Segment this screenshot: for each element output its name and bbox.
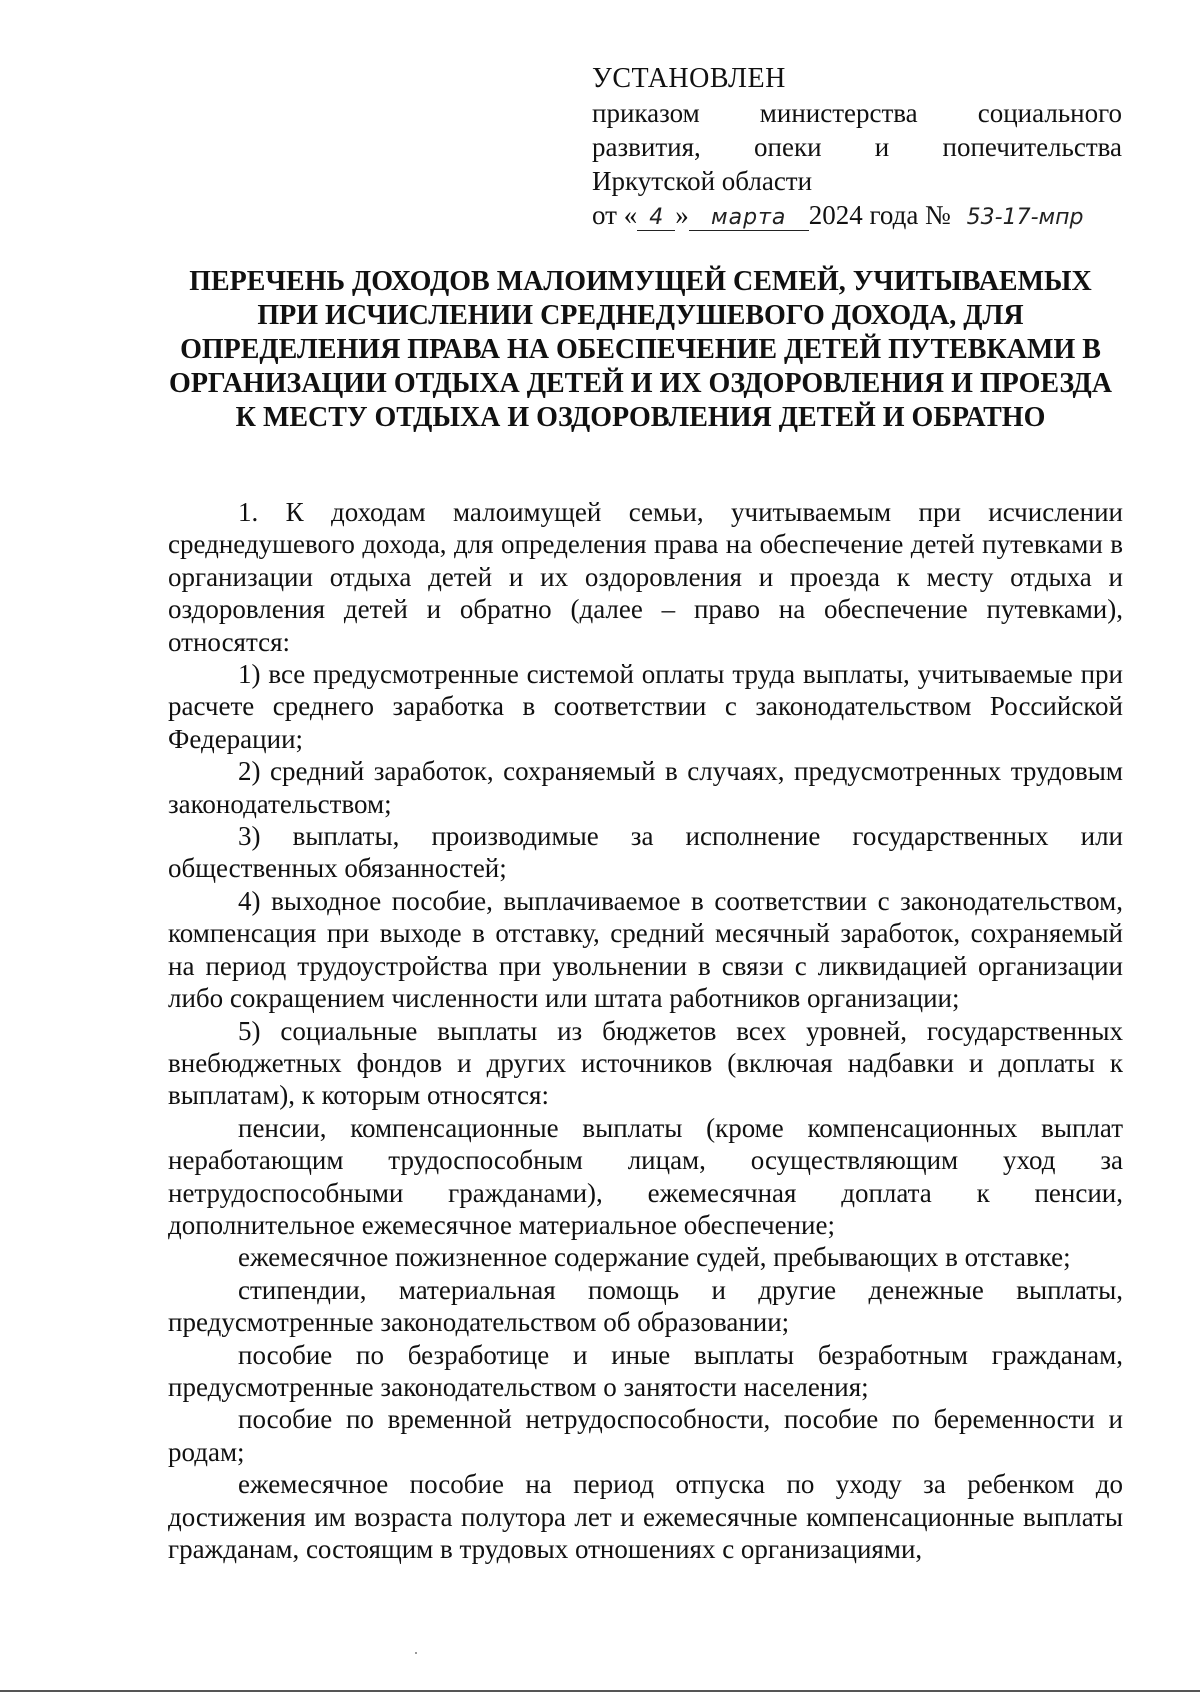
paragraph: 1) все предусмотренные системой оплаты труда выплаты, учитываемые при расчете среднего заработка в соответствии с законодательством Российской Федерации; (168, 659, 1123, 754)
paragraph: 3) выплаты, производимые за исполнение государственных или общественных обязанностей; (168, 821, 1123, 884)
document-title: ПЕРЕЧЕНЬ ДОХОДОВ МАЛОИМУЩЕЙ СЕМЕЙ, УЧИТЫВАЕМЫХ ПРИ ИСЧИСЛЕНИИ СРЕДНЕДУШЕВОГО ДОХОДА, ДЛЯ ОПРЕДЕЛЕНИЯ ПРАВА НА ОБЕСПЕЧЕНИЕ ДЕТЕЙ ПУТЕВКАМИ В ОРГАНИЗАЦИИ ОТДЫХА ДЕТЕЙ И ИХ ОЗДОРОВЛЕНИЯ И ПРОЕЗДА К МЕСТУ ОТДЫХА И ОЗДОРОВЛЕНИЯ ДЕТЕЙ И ОБРАТНО (169, 266, 1112, 433)
approval-line-3: Иркутской области (592, 166, 813, 196)
paragraph: ежемесячное пособие на период отпуска по уходу за ребенком до достижения им возраста полутора лет и ежемесячные компенсационные выплаты гражданам, состоящим в трудовых отношениях с организациями, (168, 1469, 1123, 1564)
paragraph: пособие по временной нетрудоспособности, пособие по беременности и родам; (168, 1404, 1123, 1467)
approval-line-2: развития, опеки и попечительства (592, 132, 1122, 162)
approval-date-line (592, 198, 1122, 232)
handwritten-month: марта (689, 206, 809, 231)
paragraph: 4) выходное пособие, выплачиваемое в соответствии с законодательством, компенсация при выходе в отставку, средний месячный заработок, сохраняемый на период трудоустройства при увольнении в связи с ликвидацией организации либо сокращением численности или штата работников организации; (168, 885, 1123, 1014)
paragraph: 2) средний заработок, сохраняемый в случаях, предусмотренных трудовым законодательством; (168, 756, 1123, 819)
document-body (168, 496, 1123, 1565)
year-text: 2024 года № (808, 200, 951, 230)
approval-block (592, 62, 1122, 232)
approval-line-1: приказом министерства социального (592, 98, 1122, 128)
paragraph: пенсии, компенсационные выплаты (кроме компенсационных выплат неработающим трудоспособным лицам, осуществляющим уход за нетрудоспособными гражданами), ежемесячная доплата к пенсии, дополнительное ежемесячное материальное обеспечение; (168, 1112, 1123, 1240)
date-prefix: от « (592, 200, 638, 230)
date-quote-close: » (675, 200, 689, 230)
scan-speck (415, 1652, 417, 1654)
paragraph: пособие по безработице и иные выплаты безработным гражданам, предусмотренные законодательством о занятости населения; (168, 1339, 1123, 1402)
paragraph: ежемесячное пожизненное содержание судей, пребывающих в отставке; (238, 1242, 1071, 1273)
paragraph: стипендии, материальная помощь и другие денежные выплаты, предусмотренные законодательством об образовании; (168, 1274, 1123, 1338)
page-bottom-edge (0, 1690, 1200, 1692)
handwritten-day: 4 (637, 206, 675, 231)
handwritten-order-number: 53-17-мпр (966, 205, 1084, 230)
paragraph: 1. К доходам малоимущей семьи, учитываемым при исчислении среднедушевого дохода, для определения права на обеспечение детей путевками в организации отдыха детей и их оздоровления и проезда к месту отдыха и оздоровления детей и обратно (далее – право на обеспечение путевками), относятся: (168, 497, 1123, 657)
paragraph: 5) социальные выплаты из бюджетов всех уровней, государственных внебюджетных фондов и других источников (включая надбавки и доплаты к выплатам), к которым относятся: (168, 1015, 1123, 1111)
approval-heading: УСТАНОВЛЕН (592, 63, 786, 94)
